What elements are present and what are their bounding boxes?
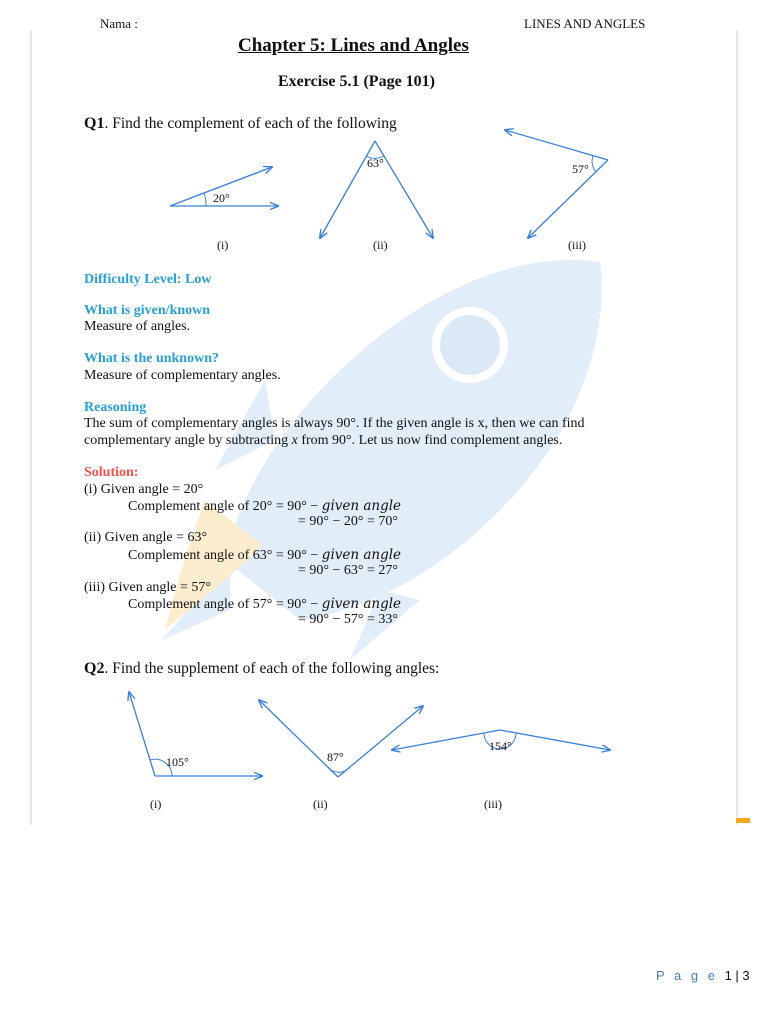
reasoning-text: complementary angle by subtracting (84, 433, 292, 448)
solution-given-ii: (ii) Given angle = 63° (84, 530, 208, 545)
page-title: Chapter 5: Lines and Angles (238, 35, 469, 56)
math-italic: given angle (321, 547, 402, 563)
question-number: Q2 (84, 660, 105, 677)
page-number: 1 | 3 (724, 968, 750, 983)
question-text: . Find the supplement of each of the following angles: (104, 660, 440, 677)
solution-step-iii-2: = 90° − 57° = 33° (298, 612, 398, 627)
page-footer (656, 968, 750, 983)
reasoning-heading: Reasoning (84, 400, 147, 415)
solution-step-ii-1 (128, 547, 401, 564)
q2-angle-value-i: 105° (166, 755, 189, 769)
reasoning-text: from 90°. Let us now find complement angles. (297, 433, 563, 448)
header-name-label: Nama : (100, 16, 138, 31)
q2-angle-value-ii: 87° (327, 750, 344, 764)
question-text: . Find the complement of each of the following (104, 115, 397, 132)
angle-value-ii: 63° (367, 156, 384, 170)
figure-label-ii: (ii) (373, 238, 388, 252)
given-heading: What is given/known (84, 303, 211, 318)
figure-label-iii: (iii) (568, 238, 586, 252)
reasoning-line-2 (84, 433, 562, 449)
math-italic: given angle (321, 596, 402, 612)
solution-step-i-2: = 90° − 20° = 70° (298, 514, 398, 529)
q2-figure-label-i: (i) (150, 797, 162, 811)
math-text: Complement angle of 57° = 90° − (128, 597, 322, 612)
q2-angle-figure-i (129, 692, 262, 776)
given-text: Measure of angles. (84, 319, 191, 334)
exercise-subtitle: Exercise 5.1 (Page 101) (278, 73, 435, 90)
figure-label-i: (i) (217, 238, 229, 252)
angle-figure-iii (505, 130, 608, 238)
math-text: Complement angle of 20° = 90° − (128, 499, 322, 514)
unknown-heading: What is the unknown? (84, 351, 219, 366)
variable-x: x (291, 433, 298, 448)
math-text: Complement angle of 63° = 90° − (128, 548, 322, 563)
math-italic: given angle (321, 498, 402, 514)
solution-given-iii: (iii) Given angle = 57° (84, 580, 212, 595)
question-number: Q1 (84, 115, 105, 132)
q2-figure-label-iii: (iii) (484, 797, 502, 811)
question-2 (84, 660, 439, 678)
difficulty-level: Difficulty Level: Low (84, 272, 212, 287)
solution-step-iii-1 (128, 596, 401, 613)
page-word: P a g e (656, 968, 718, 983)
q2-angle-value-iii: 154° (489, 739, 512, 753)
unknown-text: Measure of complementary angles. (84, 368, 281, 383)
solution-given-i: (i) Given angle = 20° (84, 482, 204, 497)
q2-angle-figure-ii (259, 700, 423, 777)
q2-figure-label-ii: (ii) (313, 797, 328, 811)
solution-heading: Solution: (84, 465, 139, 480)
solution-step-i-1 (128, 498, 401, 515)
solution-step-ii-2: = 90° − 63° = 27° (298, 563, 398, 578)
header-chapter-label: LINES AND ANGLES (524, 16, 646, 31)
angle-value-iii: 57° (572, 162, 589, 176)
angle-value-i: 20° (213, 191, 230, 205)
reasoning-line-1: The sum of complementary angles is always 90°. If the given angle is x, then we can find (84, 416, 585, 431)
